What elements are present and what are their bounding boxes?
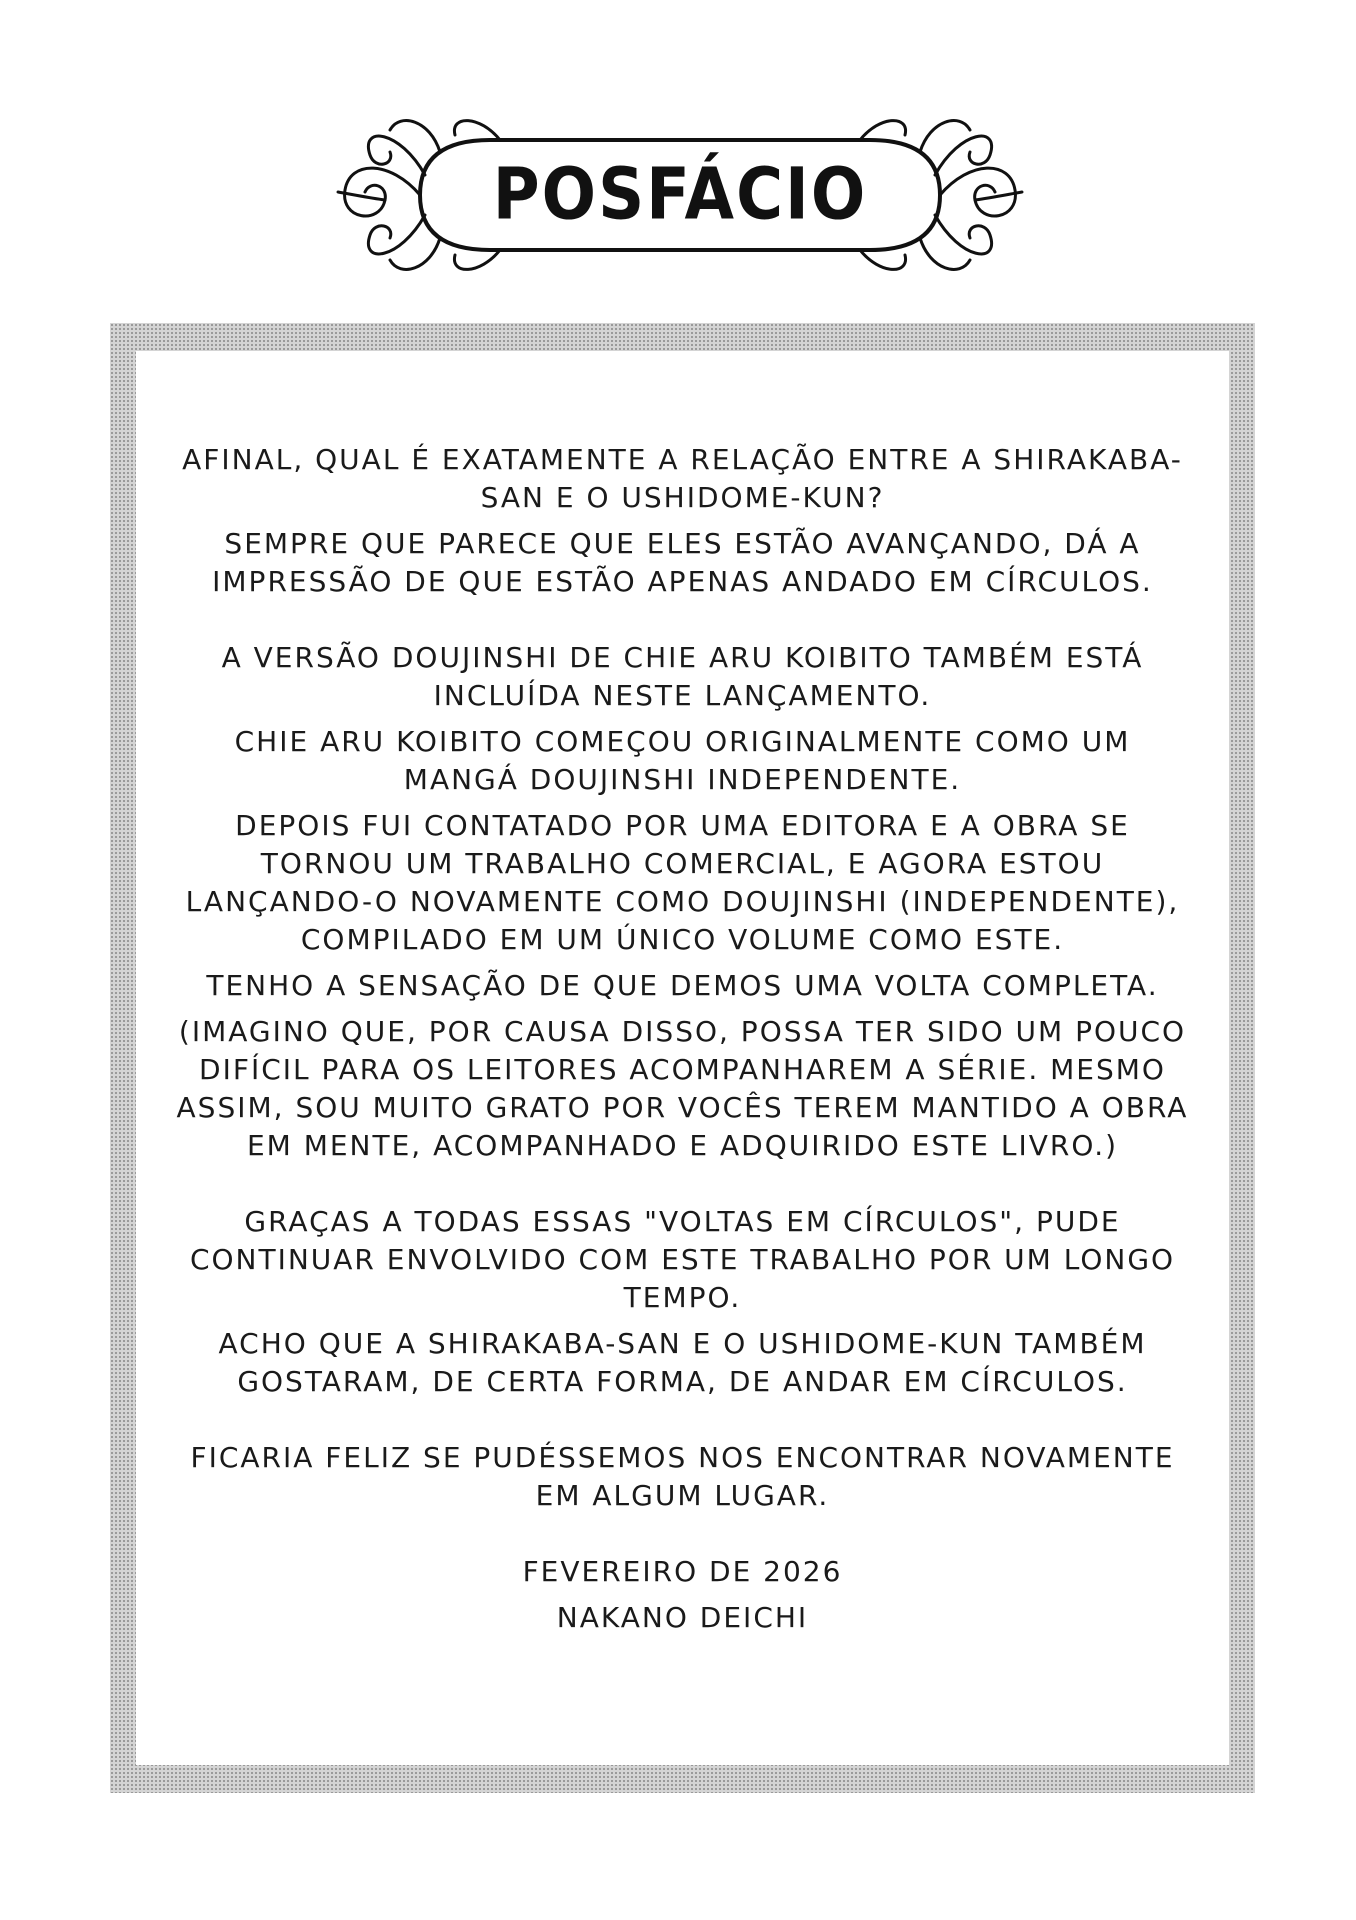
screentone-border xyxy=(110,323,1255,1793)
paragraph: SEMPRE QUE PARECE QUE ELES ESTÃO AVANÇANDO, DÁ A IMPRESSÃO DE QUE ESTÃO APENAS ANDADO EM CÍRCULOS. xyxy=(212,527,1153,598)
paragraph: GRAÇAS A TODAS ESSAS "VOLTAS EM CÍRCULOS", PUDE CONTINUAR ENVOLVIDO COM ESTE TRABALHO POR UM LONGO TEMPO. xyxy=(189,1205,1176,1314)
paragraph: A VERSÃO DOUJINSHI DE CHIE ARU KOIBITO TAMBÉM ESTÁ INCLUÍDA NESTE LANÇAMENTO. xyxy=(221,641,1144,712)
paragraph: FICARIA FELIZ SE PUDÉSSEMOS NOS ENCONTRAR NOVAMENTE EM ALGUM LUGAR. xyxy=(190,1441,1175,1512)
paragraph: TENHO A SENSAÇÃO DE QUE DEMOS UMA VOLTA COMPLETA. xyxy=(206,969,1159,1002)
title-banner xyxy=(330,100,1030,290)
date: FEVEREIRO DE 2026 xyxy=(522,1555,843,1588)
paragraph: (IMAGINO QUE, POR CAUSA DISSO, POSSA TER SIDO UM POUCO DIFÍCIL PARA OS LEITORES ACOMPANHAREM A SÉRIE. MESMO ASSIM, SOU MUITO GRATO POR VOCÊS TEREM MANTIDO A OBRA EM MENTE, ACOMPANHADO E ADQUIRIDO ESTE LIVRO.) xyxy=(176,1015,1189,1162)
paragraph: AFINAL, QUAL É EXATAMENTE A RELAÇÃO ENTRE A SHIRAKABA-SAN E O USHIDOME-KUN? xyxy=(182,443,1183,514)
paragraph: ACHO QUE A SHIRAKABA-SAN E O USHIDOME-KUN TAMBÉM GOSTARAM, DE CERTA FORMA, DE ANDAR EM CÍRCULOS. xyxy=(218,1327,1147,1398)
author-signature: NAKANO DEICHI xyxy=(556,1601,809,1634)
page-title: POSFÁCIO xyxy=(492,153,868,237)
text-panel xyxy=(136,351,1229,1765)
paragraph: DEPOIS FUI CONTATADO POR UMA EDITORA E A OBRA SE TORNOU UM TRABALHO COMERCIAL, E AGORA ESTOU LANÇANDO-O NOVAMENTE COMO DOUJINSHI (INDEPENDENTE), COMPILADO EM UM ÚNICO VOLUME COMO ESTE. xyxy=(185,809,1180,956)
afterword-text xyxy=(176,441,1189,1645)
paragraph: CHIE ARU KOIBITO COMEÇOU ORIGINALMENTE COMO UM MANGÁ DOUJINSHI INDEPENDENTE. xyxy=(234,725,1131,796)
